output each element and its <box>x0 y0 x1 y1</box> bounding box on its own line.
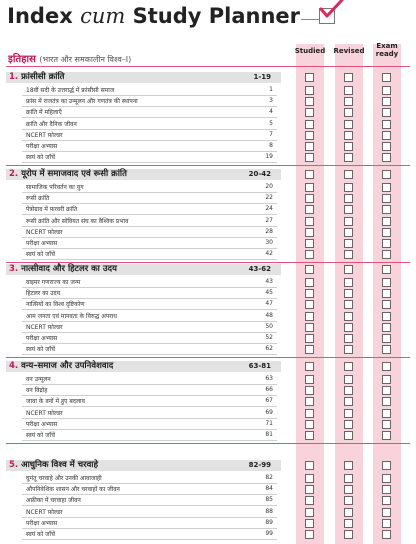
topic-label: NCERT फ़ोल्डर <box>26 508 63 516</box>
topic-label: आम जनता एवं मानवता के विरुद्ध अपराध <box>26 312 117 320</box>
topic-label: रूसी क्रांति <box>26 195 50 203</box>
topic-page-number: 81 <box>265 431 273 438</box>
row-separator <box>22 259 277 260</box>
section-subtitle: (भारत और समकालीन विश्व–I) <box>39 55 132 64</box>
row-separator <box>22 354 277 355</box>
topic-label: घुमंतू चरवाहे और उनकी आवाजाही <box>26 475 102 482</box>
topic-label: वाइमर गणराज्य का जन्म <box>26 279 81 286</box>
studied-checkbox[interactable] <box>305 239 314 248</box>
row-separator <box>22 528 277 529</box>
studied-checkbox[interactable] <box>305 323 314 332</box>
topic-label: NCERT फ़ोल्डर <box>26 323 63 331</box>
exam-ready-checkbox[interactable] <box>382 362 391 371</box>
row-separator <box>22 483 277 484</box>
revised-checkbox[interactable] <box>344 530 353 539</box>
studied-checkbox[interactable] <box>305 217 314 226</box>
studied-checkbox[interactable] <box>305 519 314 528</box>
revised-checkbox[interactable] <box>344 217 353 226</box>
topic-page-number: 99 <box>265 530 273 537</box>
exam-ready-checkbox[interactable] <box>382 108 391 117</box>
revised-checkbox[interactable] <box>344 323 353 332</box>
studied-checkbox[interactable] <box>305 278 314 287</box>
unit-title-text: फ्रांसीसी क्रांति <box>21 72 65 82</box>
revised-checkbox[interactable] <box>344 474 353 483</box>
exam-ready-checkbox[interactable] <box>382 409 391 418</box>
revised-checkbox[interactable] <box>344 397 353 406</box>
unit-page-range: 20-42 <box>248 170 271 178</box>
revised-checkbox[interactable] <box>344 183 353 192</box>
topic-page-number: 20 <box>265 183 273 190</box>
revised-checkbox[interactable] <box>344 485 353 494</box>
revised-checkbox[interactable] <box>344 519 353 528</box>
topic-page-number: 3 <box>269 97 273 105</box>
topic-page-number: 66 <box>265 386 273 394</box>
revised-checkbox[interactable] <box>344 265 353 274</box>
studied-checkbox[interactable] <box>305 530 314 539</box>
studied-checkbox[interactable] <box>305 312 314 321</box>
row-separator <box>22 494 277 495</box>
row-separator <box>22 321 277 322</box>
studied-checkbox[interactable] <box>305 397 314 406</box>
topic-page-number: 27 <box>265 216 273 224</box>
topic-page-number: 69 <box>265 408 273 416</box>
topic-page-number: 82 <box>265 474 273 481</box>
section-title-text: इतिहास <box>8 54 36 65</box>
row-separator <box>22 214 277 215</box>
exam-ready-checkbox[interactable] <box>382 461 391 470</box>
section-title <box>8 51 131 65</box>
revised-header: Revised <box>333 47 365 55</box>
topic-label: स्वयं को जाँचें <box>26 346 55 354</box>
exam-ready-checkbox[interactable] <box>382 334 391 343</box>
topic-label: स्वयं को जाँचें <box>26 251 55 259</box>
row-separator <box>22 517 277 518</box>
studied-checkbox[interactable] <box>305 485 314 494</box>
exam-ready-checkbox[interactable] <box>382 420 391 429</box>
studied-checkbox[interactable] <box>305 375 314 384</box>
topic-page-number: 45 <box>265 289 273 297</box>
row-separator <box>22 95 277 96</box>
topic-page-number: 1 <box>269 86 273 93</box>
topic-label: पेत्रोग्राद में फ़रवरी क्रांति <box>26 206 78 214</box>
unit-number: 1. <box>9 72 22 82</box>
exam-ready-header: Exam ready <box>375 42 399 58</box>
unit-number: 4. <box>9 361 22 371</box>
row-separator <box>22 384 277 385</box>
topic-label: औपनिवेशिक शासन और चरवाहों का जीवन <box>26 486 120 494</box>
studied-checkbox[interactable] <box>305 265 314 274</box>
topic-label: 18वीं सदी के उत्तरार्द्ध में फ्रांसीसी समाज <box>26 87 115 94</box>
exam-ready-checkbox[interactable] <box>382 194 391 203</box>
row-separator <box>22 440 277 441</box>
row-separator <box>22 309 277 310</box>
exam-ready-checkbox[interactable] <box>382 86 391 95</box>
exam-ready-checkbox[interactable] <box>382 289 391 298</box>
exam-ready-checkbox[interactable] <box>382 170 391 179</box>
topic-page-number: 22 <box>265 194 273 202</box>
studied-checkbox[interactable] <box>305 153 314 162</box>
studied-checkbox[interactable] <box>305 120 314 129</box>
topic-page-number: 62 <box>265 345 273 353</box>
studied-checkbox[interactable] <box>305 300 314 309</box>
topic-label: फ्रांस में राजतंत्र का उन्मूलन और गणतंत्र की स्थापना <box>26 98 138 106</box>
row-separator <box>22 429 277 430</box>
studied-checkbox[interactable] <box>305 474 314 483</box>
unit-divider <box>6 357 410 358</box>
row-separator <box>22 192 277 193</box>
revised-checkbox[interactable] <box>344 409 353 418</box>
studied-checkbox[interactable] <box>305 86 314 95</box>
revised-checkbox[interactable] <box>344 300 353 309</box>
topic-page-number: 88 <box>265 507 273 515</box>
row-separator <box>22 505 277 506</box>
unit-number: 2. <box>9 169 22 179</box>
row-separator <box>22 151 277 152</box>
topic-page-number: 19 <box>265 153 273 161</box>
studied-checkbox[interactable] <box>305 142 314 151</box>
unit-title-text: यूरोप में समाजवाद एवं रूसी क्रांति <box>21 169 127 179</box>
exam-ready-checkbox[interactable] <box>382 431 391 440</box>
unit-title <box>9 459 98 470</box>
row-separator <box>22 332 277 333</box>
topic-label: क्रांति में महिलाएँ <box>26 109 62 117</box>
revised-checkbox[interactable] <box>344 153 353 162</box>
topic-page-number: 7 <box>269 130 273 138</box>
topic-label: जावा के वनों में हुए बदलाव <box>26 398 85 406</box>
exam-ready-checkbox[interactable] <box>382 250 391 259</box>
section-divider <box>6 66 410 67</box>
exam-ready-checkbox[interactable] <box>382 474 391 483</box>
topic-page-number: 28 <box>265 227 273 235</box>
exam-ready-checkbox[interactable] <box>382 345 391 354</box>
revised-checkbox[interactable] <box>344 97 353 106</box>
topic-label: परीक्षा अभ्यास <box>26 335 58 342</box>
exam-ready-checkbox[interactable] <box>382 131 391 140</box>
topic-label: परीक्षा अभ्यास <box>26 420 58 428</box>
revised-checkbox[interactable] <box>344 431 353 440</box>
studied-checkbox[interactable] <box>305 345 314 354</box>
topic-page-number: 42 <box>265 250 273 258</box>
row-separator <box>22 162 277 163</box>
exam-ready-checkbox[interactable] <box>382 508 391 517</box>
topic-label: नात्सियों का विश्व दृष्टिकोण <box>26 301 85 309</box>
topic-page-number: 24 <box>265 205 273 213</box>
unit-title <box>9 71 65 82</box>
exam-ready-checkbox[interactable] <box>382 397 391 406</box>
revised-checkbox[interactable] <box>344 278 353 287</box>
studied-checkbox[interactable] <box>305 228 314 237</box>
revised-checkbox[interactable] <box>344 386 353 395</box>
revised-checkbox[interactable] <box>344 131 353 140</box>
page-title <box>0 4 300 28</box>
studied-checkbox[interactable] <box>305 73 314 82</box>
unit-number: 3. <box>9 264 22 274</box>
topic-label: हिटलर का उदय <box>26 290 61 298</box>
topic-page-number: 67 <box>265 397 273 405</box>
exam-ready-checkbox[interactable] <box>382 300 391 309</box>
checkmark-icon <box>318 0 344 20</box>
topic-label: स्वयं को जाँचें <box>26 432 55 439</box>
revised-checkbox[interactable] <box>344 334 353 343</box>
revised-checkbox[interactable] <box>344 312 353 321</box>
topic-page-number: 30 <box>265 239 273 246</box>
topic-label: सामाजिक परिवर्तन का युग <box>26 184 84 191</box>
topic-page-number: 89 <box>265 518 273 526</box>
revised-checkbox[interactable] <box>344 289 353 298</box>
studied-checkbox[interactable] <box>305 194 314 203</box>
revised-checkbox[interactable] <box>344 345 353 354</box>
topic-page-number: 4 <box>269 108 273 116</box>
topic-page-number: 47 <box>265 300 273 308</box>
topic-page-number: 63 <box>265 375 273 382</box>
studied-checkbox[interactable] <box>305 508 314 517</box>
revised-checkbox[interactable] <box>344 362 353 371</box>
exam-ready-checkbox[interactable] <box>382 496 391 505</box>
revised-checkbox[interactable] <box>344 496 353 505</box>
title-underline <box>301 19 319 20</box>
studied-checkbox[interactable] <box>305 334 314 343</box>
row-separator <box>22 343 277 344</box>
exam-ready-checkbox[interactable] <box>382 73 391 82</box>
topic-label: वन विद्रोह <box>26 387 48 395</box>
exam-ready-checkbox[interactable] <box>382 239 391 248</box>
unit-title <box>9 360 113 371</box>
title-study-planner: Study Planner <box>132 4 300 28</box>
studied-checkbox[interactable] <box>305 386 314 395</box>
revised-checkbox[interactable] <box>344 250 353 259</box>
row-separator <box>22 106 277 107</box>
topic-label: क्रांति और दैनिक जीवन <box>26 120 77 128</box>
revised-checkbox[interactable] <box>344 120 353 129</box>
revised-checkbox[interactable] <box>344 142 353 151</box>
row-separator <box>22 117 277 118</box>
studied-checkbox[interactable] <box>305 289 314 298</box>
exam-ready-checkbox[interactable] <box>382 205 391 214</box>
studied-checkbox[interactable] <box>305 205 314 214</box>
topic-page-number: 85 <box>265 496 273 504</box>
row-separator <box>22 539 277 540</box>
studied-checkbox[interactable] <box>305 131 314 140</box>
title-index: Index <box>7 4 73 28</box>
topic-label: NCERT फ़ोल्डर <box>26 131 63 139</box>
exam-ready-checkbox[interactable] <box>382 183 391 192</box>
revised-checkbox[interactable] <box>344 170 353 179</box>
exam-ready-checkbox[interactable] <box>382 228 391 237</box>
studied-checkbox[interactable] <box>305 496 314 505</box>
studied-checkbox[interactable] <box>305 108 314 117</box>
row-separator <box>22 298 277 299</box>
row-separator <box>22 287 277 288</box>
studied-checkbox[interactable] <box>305 431 314 440</box>
exam-ready-checkbox[interactable] <box>382 153 391 162</box>
topic-label: NCERT फ़ोल्डर <box>26 409 63 417</box>
topic-page-number: 43 <box>265 278 273 285</box>
studied-checkbox[interactable] <box>305 420 314 429</box>
unit-title <box>9 263 117 274</box>
unit-divider <box>6 443 410 444</box>
unit-title <box>9 168 127 179</box>
exam-ready-checkbox[interactable] <box>382 265 391 274</box>
unit-divider <box>6 165 410 166</box>
topic-label: परीक्षा अभ्यास <box>26 240 58 247</box>
topic-label: स्वयं को जाँचें <box>26 154 55 162</box>
exam-ready-checkbox[interactable] <box>382 386 391 395</box>
topic-page-number: 48 <box>265 311 273 319</box>
exam-ready-checkbox[interactable] <box>382 375 391 384</box>
exam-ready-checkbox[interactable] <box>382 97 391 106</box>
topic-label: परीक्षा अभ्यास <box>26 519 58 527</box>
topic-label: वन उन्मूलन <box>26 376 51 383</box>
row-separator <box>22 140 277 141</box>
topic-label: NCERT फ़ोल्डर <box>26 228 63 236</box>
exam-ready-checkbox[interactable] <box>382 323 391 332</box>
exam-ready-checkbox[interactable] <box>382 485 391 494</box>
topic-label: स्वयं को जाँचें <box>26 531 55 538</box>
unit-title-text: नात्सीवाद और हिटलर का उदय <box>21 264 117 274</box>
topic-label: रूसी क्रांति और सोवियत संघ का वैश्विक प्रभाव <box>26 217 129 225</box>
row-separator <box>22 237 277 238</box>
studied-header: Studied <box>294 47 326 55</box>
revised-checkbox[interactable] <box>344 73 353 82</box>
topic-page-number: 8 <box>269 142 273 149</box>
revised-checkbox[interactable] <box>344 108 353 117</box>
revised-checkbox[interactable] <box>344 228 353 237</box>
row-separator <box>22 226 277 227</box>
studied-checkbox[interactable] <box>305 362 314 371</box>
revised-checkbox[interactable] <box>344 86 353 95</box>
revised-checkbox[interactable] <box>344 194 353 203</box>
studied-checkbox[interactable] <box>305 250 314 259</box>
revised-checkbox[interactable] <box>344 375 353 384</box>
topic-label: परीक्षा अभ्यास <box>26 143 58 150</box>
revised-checkbox[interactable] <box>344 205 353 214</box>
exam-ready-checkbox[interactable] <box>382 142 391 151</box>
studied-checkbox[interactable] <box>305 461 314 470</box>
unit-page-range: 1-19 <box>253 73 271 81</box>
revised-checkbox[interactable] <box>344 461 353 470</box>
row-separator <box>22 203 277 204</box>
row-separator <box>22 248 277 249</box>
exam-ready-checkbox[interactable] <box>382 519 391 528</box>
studied-checkbox[interactable] <box>305 183 314 192</box>
exam-ready-checkbox[interactable] <box>382 312 391 321</box>
unit-number: 5. <box>9 460 22 470</box>
exam-ready-checkbox[interactable] <box>382 530 391 539</box>
title-cum: cum <box>80 4 126 28</box>
unit-title-text: आधुनिक विश्व में चरवाहे <box>21 460 99 470</box>
topic-page-number: 50 <box>265 322 273 330</box>
row-separator <box>22 395 277 396</box>
topic-page-number: 84 <box>265 485 273 493</box>
topic-page-number: 52 <box>265 334 273 341</box>
revised-checkbox[interactable] <box>344 239 353 248</box>
revised-checkbox[interactable] <box>344 420 353 429</box>
topic-page-number: 5 <box>269 119 273 127</box>
topic-page-number: 71 <box>265 419 273 427</box>
unit-title-text: वन्य–समाज और उपनिवेशवाद <box>21 361 114 371</box>
exam-ready-checkbox[interactable] <box>382 217 391 226</box>
topic-label: अफ्रीका में चरवाहा जीवन <box>26 497 81 505</box>
row-separator <box>22 418 277 419</box>
studied-checkbox[interactable] <box>305 409 314 418</box>
revised-checkbox[interactable] <box>344 508 353 517</box>
exam-ready-checkbox[interactable] <box>382 278 391 287</box>
studied-checkbox[interactable] <box>305 97 314 106</box>
unit-page-range: 63-81 <box>248 362 271 370</box>
unit-page-range: 82-99 <box>248 461 271 469</box>
row-separator <box>22 129 277 130</box>
studied-checkbox[interactable] <box>305 170 314 179</box>
exam-ready-checkbox[interactable] <box>382 120 391 129</box>
row-separator <box>22 406 277 407</box>
unit-page-range: 43-62 <box>248 265 271 273</box>
